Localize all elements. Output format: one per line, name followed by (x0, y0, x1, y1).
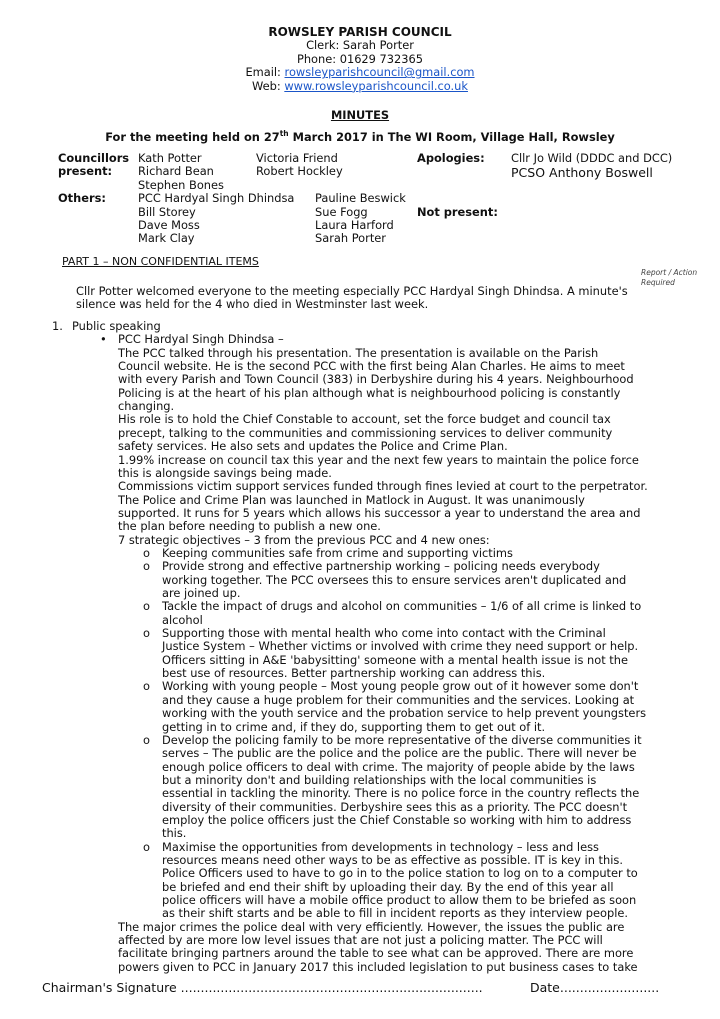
objective-line: Maximise the opportunities from developments in technology – less and less (162, 839, 599, 854)
body-line: changing. (118, 399, 175, 414)
body-line: Council website. He is the second PCC with the first being Alan Charles. He aims to meet (118, 359, 625, 374)
apology-name: Cllr Jo Wild (DDDC and DCC) (511, 151, 673, 165)
other-attendee: Sue Fogg (315, 204, 368, 219)
objective-line: alcohol (162, 612, 203, 627)
body-line: The Police and Crime Plan was launched in Matlock in August. It was unanimously (118, 492, 585, 507)
web-line (0, 80, 720, 93)
objective-line: Keeping communities safe from crime and supporting victims (162, 545, 513, 560)
body-line: this is alongside savings being made. (118, 465, 332, 480)
objective-line: best use of resources. Better partnership working can address this. (162, 666, 546, 681)
other-attendee: Pauline Beswick (315, 191, 406, 206)
date-line: Date......................... (530, 980, 660, 995)
body-line: safety services. He also sets and updates the Police and Crime Plan. (118, 439, 508, 454)
objective-line: Justice System – Whether victims or involved with crime they need support or help. (162, 639, 639, 654)
body-line: The major crimes the police deal with very efficiently. However, the issues the public are (118, 919, 625, 934)
objective-line: Supporting those with mental health who come into contact with the Criminal (162, 626, 606, 641)
body-line: His role is to hold the Chief Constable to account, set the force budget and council tax (118, 412, 611, 427)
councillor-name: Richard Bean (138, 164, 214, 179)
part1-heading: PART 1 – NON CONFIDENTIAL ITEMS (62, 255, 259, 268)
meeting-date-suffix: th (279, 129, 289, 138)
minutes-title: MINUTES (330, 108, 390, 122)
body-line: Commissions victim support services funded through fines levied at court to the perpetrator. (118, 479, 648, 494)
objective-line: be briefed and end their shift by uploading their day. By the end of this year all (162, 879, 614, 894)
objective-line: diversity of their communities. Derbyshire sees this as a priority. The PCC doesn't (162, 799, 628, 814)
intro-line: silence was held for the 4 who died in Westminster last week. (76, 297, 429, 312)
objective-line: Develop the policing family to be more representative of the diverse communities it (162, 732, 642, 747)
web-label: Web: (252, 78, 285, 93)
objective-line: Tackle the impact of drugs and alcohol on communities – 1/6 of all crime is linked to (162, 599, 642, 614)
objective-line: employ the police officers just the Chief Constable so working with him to address (162, 812, 632, 827)
meeting-text-pre: For the meeting held on 27 (105, 129, 280, 144)
objective-line: getting in to crime and, if they do, supporting them to get out of it. (162, 719, 546, 734)
apologies-label: Apologies: (417, 151, 485, 165)
item-heading: Public speaking (72, 319, 161, 333)
clerk-line: Clerk: Sarah Porter (306, 38, 414, 53)
phone-line: Phone: 01629 732365 (296, 51, 424, 66)
report-action-heading (641, 268, 697, 288)
other-attendee: PCC Hardyal Singh Dhindsa (138, 191, 295, 206)
email-link[interactable]: rowsleyparishcouncil@gmail.com (284, 65, 475, 80)
report-action-line: Required (641, 278, 675, 287)
email-line (0, 66, 720, 79)
sub-bullet-marker: o (143, 626, 150, 641)
item-number: 1. (52, 319, 63, 333)
body-line: facilitate bringing partners around the table to see what can be approved. There are more (118, 946, 634, 961)
objective-line: essential in tackling the minority. There is no police force in the country reflects the (162, 786, 640, 801)
objective-line: and they cause a huge problem for their communities and the services. Looking at (162, 692, 635, 707)
web-link[interactable]: www.rowsleyparishcouncil.co.uk (284, 78, 468, 93)
letterhead (0, 26, 720, 93)
intro-paragraph (76, 285, 636, 312)
objective-line: Provide strong and effective partnership working – policing needs everybody (162, 559, 600, 574)
body-line: affected by are more low level issues that are not just a policing matter. The PCC will (118, 933, 603, 948)
councillor-name: Stephen Bones (138, 177, 224, 192)
bullet-marker: • (100, 332, 107, 347)
objective-line: resources means need other ways to be as effective as possible. IT is key in this. (162, 853, 623, 867)
objective-line: police officers will have a mobile office product to allow them to be briefed as soon (162, 893, 637, 908)
objective-line: serves – The public are the police and the police are the public. There will never be (162, 746, 637, 761)
objective-line: working together. The PCC oversees this to ensure services aren't duplicated and (162, 572, 627, 587)
other-attendee: Dave Moss (138, 218, 200, 232)
objective-line: enough police officers to deal with crime. The majority of people abide by the laws (162, 759, 635, 774)
speaker-bullet: PCC Hardyal Singh Dhindsa – (118, 332, 284, 347)
body-line: The PCC talked through his presentation. The presentation is available on the Parish (118, 345, 599, 360)
councillor-name: Kath Potter (138, 151, 202, 165)
councillor-name: Robert Hockley (256, 164, 343, 179)
other-attendee: Laura Harford (315, 218, 394, 232)
sub-bullet-marker: o (143, 679, 150, 694)
intro-line: Cllr Potter welcomed everyone to the meeting especially PCC Hardyal Singh Dhindsa. A minute's (76, 284, 628, 298)
chairman-signature-line: Chairman's Signature ............................................................................ (42, 980, 483, 995)
sub-bullet-marker: o (143, 545, 150, 560)
body-line: supported. It runs for 5 years which allows his successor a year to understand the area and (118, 505, 641, 520)
objective-line: as their shift starts and be able to fill in incident reports as they interview people. (162, 906, 629, 921)
sub-bullet-marker: o (143, 732, 150, 747)
body-line: with every Parish and Town Council (383) in Derbyshire during his 4 years. Neighbourhood (118, 372, 634, 387)
email-label: Email: (245, 65, 285, 80)
signature-footer (42, 980, 682, 995)
body-line: 1.99% increase on council tax this year and the next few years to maintain the police force (118, 452, 639, 467)
not-present-label: Not present: (417, 204, 498, 219)
meeting-text-post: March 2017 in The WI Room, Village Hall, Rowsley (288, 129, 615, 144)
meeting-line (0, 129, 720, 144)
councillors-label-present: present: (58, 164, 113, 179)
body-line: precept, talking to the communities and commissioning services to deliver community (118, 425, 613, 440)
sub-bullet-marker: o (143, 559, 150, 574)
councillors-label: Councillors (58, 151, 130, 165)
objective-line: this. (162, 826, 187, 841)
body-line: Policing is at the heart of his plan although what is neighbourhood policing is constantly (118, 385, 621, 400)
body-line: the plan before needing to publish a new one. (118, 519, 381, 534)
other-attendee: Bill Storey (138, 204, 196, 219)
other-attendee: Sarah Porter (315, 231, 386, 246)
sub-bullet-marker: o (143, 839, 150, 854)
apology-name: PCSO Anthony Boswell (511, 165, 653, 180)
body-line: powers given to PCC in January 2017 this included legislation to put business cases to take (118, 959, 638, 974)
objective-line: working with the youth service and the probation service to help prevent youngsters (162, 706, 647, 721)
sub-bullet-marker: o (143, 599, 150, 614)
objective-line: but a minority don't and building relationships with the local communities is (162, 772, 597, 787)
report-action-line: Report / Action (641, 268, 698, 277)
councillor-name: Victoria Friend (256, 151, 338, 165)
objective-line: are joined up. (162, 586, 241, 600)
objective-line: Officers sitting in A&E 'babysitting' someone with a mental health issue is not the (162, 652, 628, 667)
other-attendee: Mark Clay (138, 231, 195, 246)
objective-line: Working with young people – Most young people grow out of it however some don't (162, 679, 639, 694)
council-name: ROWSLEY PARISH COUNCIL (268, 25, 452, 39)
others-label: Others: (58, 191, 106, 206)
objective-line: Police Officers used to have to go in to the police station to log on to a computer to (162, 866, 638, 881)
body-line: 7 strategic objectives – 3 from the previous PCC and 4 new ones: (118, 532, 490, 547)
